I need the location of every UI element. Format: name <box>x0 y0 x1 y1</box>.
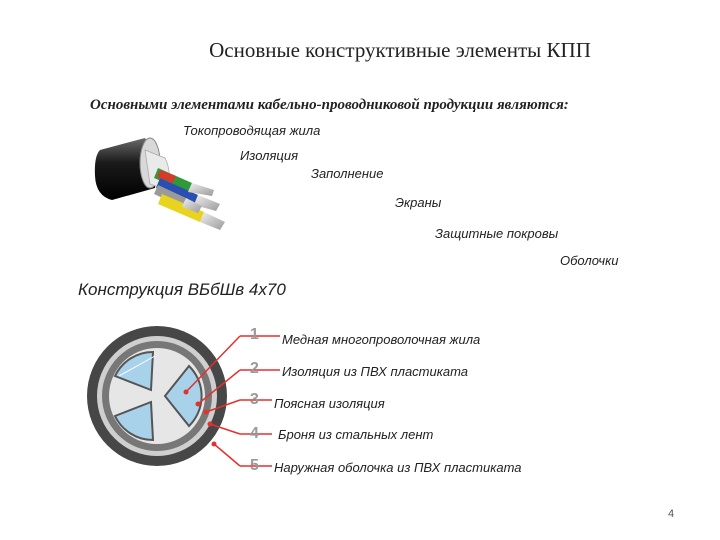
legend-text-4: Броня из стальных лент <box>278 427 434 442</box>
element-label-screens: Экраны <box>395 195 442 210</box>
legend-number-5: 5 <box>250 457 259 474</box>
element-label-conductor: Токопроводящая жила <box>183 123 321 138</box>
construction-title: Конструкция ВБбШв 4х70 <box>78 280 286 299</box>
legend-number-1: 1 <box>250 326 259 343</box>
slide-title: Основные конструктивные элементы КПП <box>209 38 591 62</box>
legend-text-5: Наружная оболочка из ПВХ пластиката <box>274 460 522 475</box>
element-label-filling: Заполнение <box>311 166 384 181</box>
legend-text-2: Изоляция из ПВХ пластиката <box>282 364 469 379</box>
page-number: 4 <box>668 508 675 520</box>
element-label-protective-covers: Защитные покровы <box>435 226 559 241</box>
legend-number-3: 3 <box>250 391 259 408</box>
legend-text-1: Медная многопроволочная жила <box>282 332 481 347</box>
legend-number-2: 2 <box>250 360 259 377</box>
element-label-insulation: Изоляция <box>240 148 299 163</box>
legend-number-4: 4 <box>250 425 259 442</box>
element-label-sheaths: Оболочки <box>560 253 619 268</box>
legend-text-3: Поясная изоляция <box>274 396 385 411</box>
intro-text: Основными элементами кабельно-проводниковой продукции являются: <box>90 97 569 113</box>
